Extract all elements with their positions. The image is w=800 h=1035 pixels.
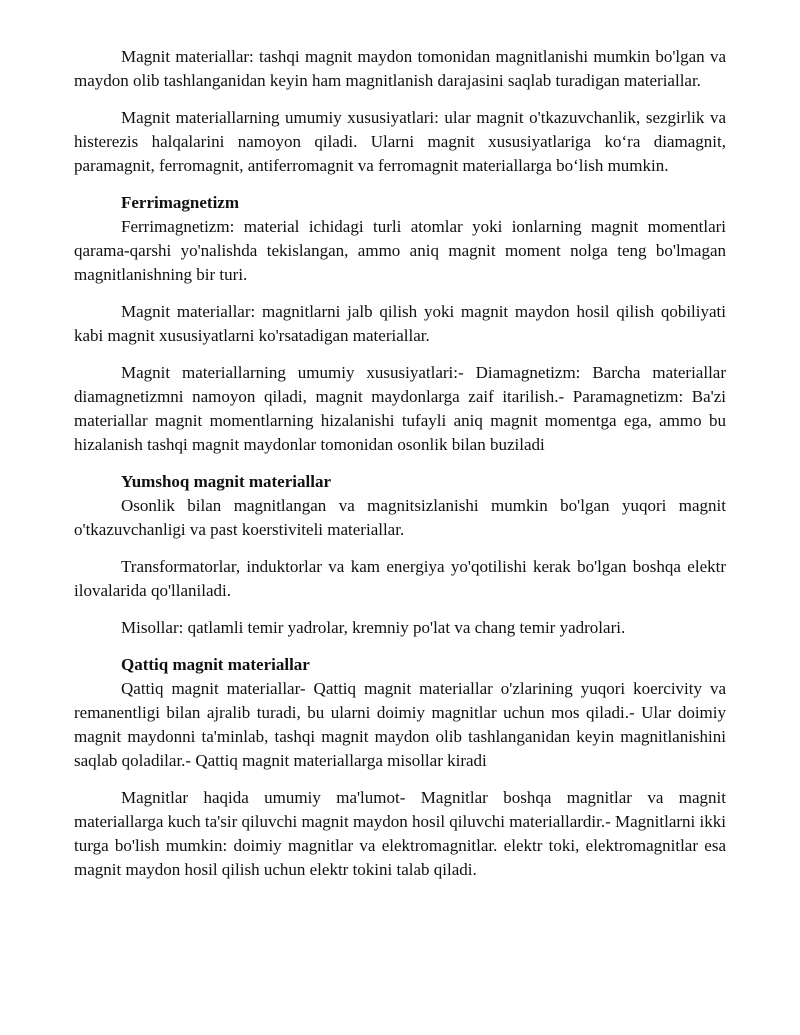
document-page	[74, 45, 726, 895]
paragraph-qattiq-definition: Qattiq magnit materiallar- Qattiq magnit materiallar o'zlarining yuqori koercivity va remanentligi bilan ajralib turadi, bu ularni doimiy magnitlar uchun mos qiladi.- Ular doimiy magnit maydonni ta'minlab, tashqi magnit maydon olib tashlanganidan keyin magnitlanishini saqlab qoladilar.- Qattiq magnit materiallarga misollar kiradi	[74, 679, 726, 770]
paragraph-magnitlar-haqida: Magnitlar haqida umumiy ma'lumot- Magnitlar boshqa magnitlar va magnit materiallarga kuch ta'sir qiluvchi magnit maydon hosil qiluvchi materiallardir.- Magnitlarni ikki turga bo'lish mumkin: doimiy magnitlar va elektromagnitlar. elektr toki, elektromagnitlar esa magnit maydon hosil qilish uchun elektr tokini talab qiladi.	[74, 788, 726, 879]
heading-yumshoq-magnit-materiallar: Yumshoq magnit materiallar	[121, 472, 331, 491]
heading-ferrimagnetizm: Ferrimagnetizm	[121, 193, 239, 212]
heading-qattiq-magnit-materiallar: Qattiq magnit materiallar	[121, 655, 310, 674]
paragraph-magnit-materiallar-properties: Magnit materiallar: magnitlarni jalb qilish yoki magnit maydon hosil qilish qobiliyati kabi magnit xususiyatlarni ko'rsatadigan materiallar.	[74, 302, 726, 345]
paragraph-diamagnetizm-paramagnetizm: Magnit materiallarning umumiy xususiyatlari:- Diamagnetizm: Barcha materiallar diamagnetizmni namoyon qiladi, magnit maydonlarga zaif itarilish.- Paramagnetizm: Ba'zi materiallar magnit momentlarning hizalanishi tufayli aniq magnit momentga ega, ammo bu hizalanish tashqi magnit maydonlar tomonidan osonlik bilan buziladi	[74, 363, 726, 454]
paragraph-yumshoq-definition: Osonlik bilan magnitlangan va magnitsizlanishi mumkin bo'lgan yuqori magnit o'tkazuvchanligi va past koerstiviteli materiallar.	[74, 496, 726, 539]
paragraph-umumiy-xususiyatlar: Magnit materiallarning umumiy xususiyatlari: ular magnit o'tkazuvchanlik, sezgirlik va histerezis halqalarini namoyon qiladi. Ularni magnit xususiyatlariga ko‘ra diamagnit, paramagnit, ferromagnit, antiferromagnit va ferromagnit materiallarga bo‘lish mumkin.	[74, 108, 726, 175]
paragraph-ferrimagnetizm-definition: Ferrimagnetizm: material ichidagi turli atomlar yoki ionlarning magnit momentlari qarama-qarshi yo'nalishda tekislangan, ammo aniq magnit moment nolga teng bo'lmagan magnitlanishning bir turi.	[74, 217, 726, 284]
paragraph-yumshoq-usage: Transformatorlar, induktorlar va kam energiya yo'qotilishi kerak bo'lgan boshqa elektr ilovalarida qo'llaniladi.	[74, 557, 726, 600]
paragraph-magnit-materiallar-definition: Magnit materiallar: tashqi magnit maydon tomonidan magnitlanishi mumkin bo'lgan va maydon olib tashlanganidan keyin ham magnitlanish darajasini saqlab turadigan materiallar.	[74, 47, 726, 90]
paragraph-yumshoq-examples: Misollar: qatlamli temir yadrolar, kremniy po'lat va chang temir yadrolari.	[121, 618, 626, 637]
